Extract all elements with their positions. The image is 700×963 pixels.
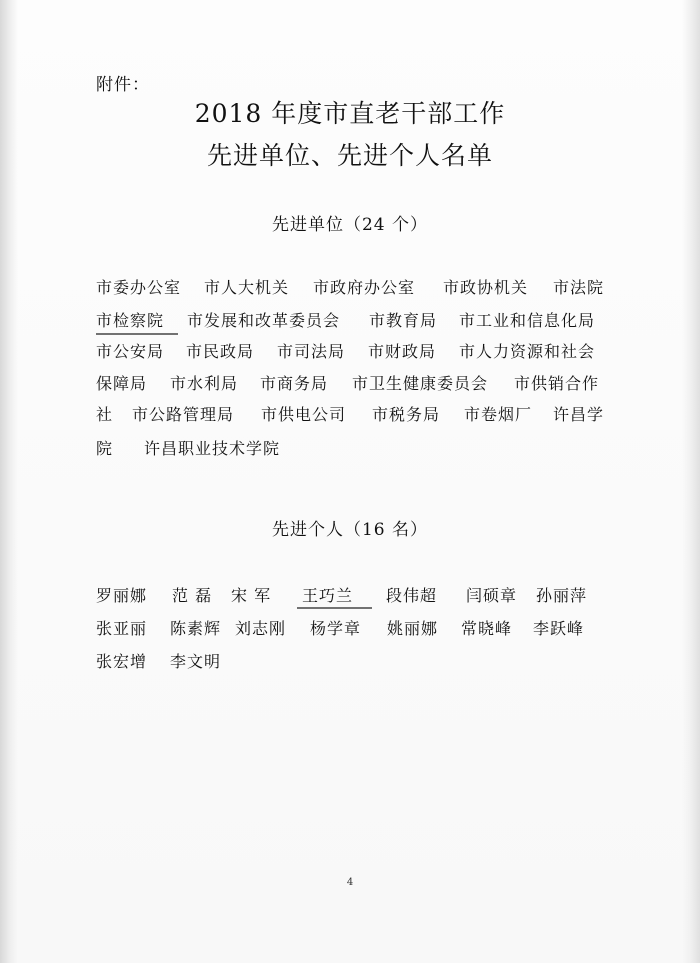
unit-item: 市人力资源和社会 [459,342,596,361]
person-item: 姚丽娜 [387,619,439,638]
document-title-line-1: 2018 年度市直老干部工作 [194,99,506,128]
handwritten-underline-mark [297,607,372,609]
unit-item: 市检察院 [96,311,165,330]
unit-item: 市政府办公室 [313,278,416,297]
page-number: 4 [346,877,354,888]
unit-item: 市人大机关 [204,278,290,297]
unit-item: 市教育局 [369,311,438,330]
unit-item: 市税务局 [372,405,441,424]
unit-item: 市卷烟厂 [464,405,533,424]
person-item: 刘志刚 [235,619,287,638]
unit-item: 市供电公司 [261,405,347,424]
unit-item: 市法院 [553,278,605,297]
attachment-label: 附件： [96,75,150,95]
person-item: 李跃峰 [533,619,585,638]
person-item: 张亚丽 [96,619,148,638]
unit-item: 市水利局 [170,374,239,393]
person-item: 常晓峰 [461,619,513,638]
person-item: 张宏增 [96,652,148,671]
person-item: 宋 军 [231,586,272,605]
unit-item: 市发展和改革委员会 [187,311,341,330]
unit-item: 市商务局 [260,374,329,393]
document-title-line-2: 先进单位、先进个人名单 [206,141,493,170]
unit-item: 院 [96,439,114,458]
unit-item: 市公路管理局 [132,405,235,424]
advanced-persons-heading: 先进个人（16 名） [271,520,429,540]
unit-item: 市供销合作 [514,374,600,393]
person-item: 李文明 [170,652,222,671]
unit-item: 市政协机关 [443,278,529,297]
person-item: 罗丽娜 [96,586,148,605]
person-item: 孙丽萍 [536,586,588,605]
person-item: 闫硕章 [466,586,518,605]
unit-item: 市卫生健康委员会 [352,374,489,393]
handwritten-underline-mark [96,333,178,335]
unit-item: 许昌职业技术学院 [144,439,281,458]
person-item: 陈素辉 [170,619,222,638]
advanced-units-heading: 先进单位（24 个） [271,215,429,235]
unit-item: 许昌学 [553,405,605,424]
person-item: 王巧兰 [302,586,354,605]
unit-item: 市委办公室 [96,278,182,297]
unit-item: 市公安局 [96,342,165,361]
person-item: 范 磊 [172,586,213,605]
unit-item: 市司法局 [277,342,346,361]
unit-item: 市民政局 [186,342,255,361]
person-item: 杨学章 [310,619,362,638]
person-item: 段伟超 [386,586,438,605]
unit-item: 社 [96,405,114,424]
unit-item: 市财政局 [368,342,437,361]
unit-item: 市工业和信息化局 [459,311,596,330]
unit-item: 保障局 [96,374,148,393]
